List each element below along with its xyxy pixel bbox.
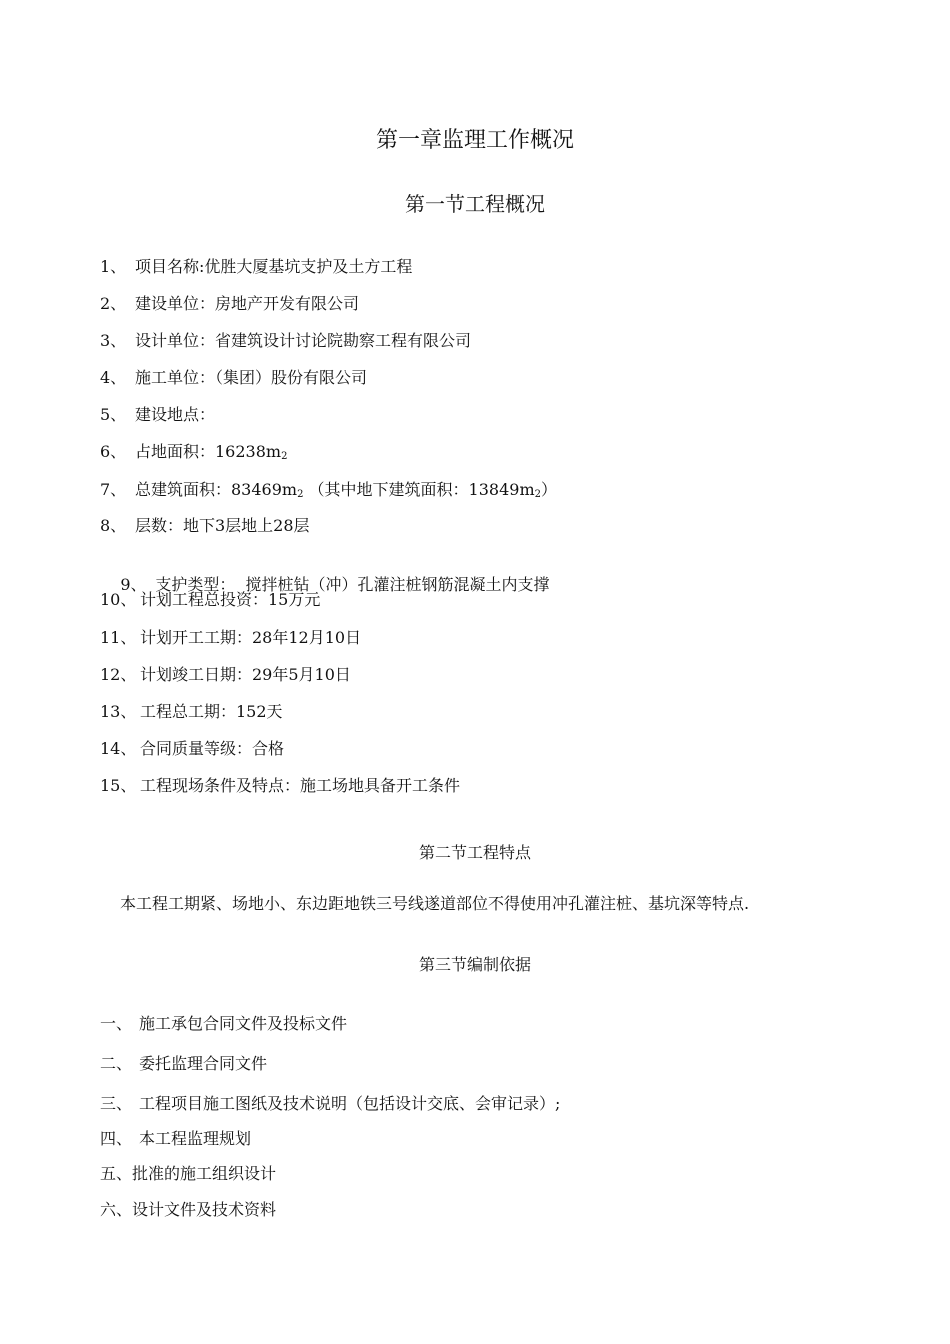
item-text: 施工单位：（集团）股份有限公司: [135, 368, 368, 387]
list-item: [100, 404, 215, 426]
item-text: 总建筑面积：83469m: [135, 480, 298, 499]
superscript: 2: [534, 489, 541, 500]
chapter-title: 第一章监理工作概况: [375, 128, 574, 153]
list-item: [100, 627, 361, 649]
item-number: 11、: [100, 628, 137, 647]
item-text: 计划开工工期：28年12月10日: [140, 628, 362, 647]
item-text: 工程总工期：152天: [140, 702, 283, 721]
list-item: [100, 1013, 347, 1035]
item-text: 占地面积：16238m: [135, 442, 282, 461]
item-number: 3、: [100, 331, 127, 350]
superscript: 2: [281, 451, 288, 462]
item-text: 设计文件及技术资料: [132, 1200, 277, 1219]
item-number: 4、: [100, 368, 127, 387]
list-item: [100, 1053, 267, 1075]
item-text: 批准的施工组织设计: [132, 1164, 277, 1183]
item-number: 8、: [100, 516, 127, 535]
list-item: [100, 515, 310, 537]
list-item: [100, 701, 283, 723]
list-item: [100, 1093, 560, 1115]
item-number: 三、: [100, 1094, 133, 1113]
item-text: 计划竣工日期：29年5月10日: [140, 665, 351, 684]
item-number: 五、: [100, 1164, 133, 1183]
item-text: 项目名称:优胜大厦基坑支护及土方工程: [135, 257, 413, 276]
item-number: 14、: [100, 739, 137, 758]
item-text: 层数：地下3层地上28层: [135, 516, 310, 535]
section3-title: 第三节编制依据: [418, 955, 531, 974]
section1-title: 第一节工程概况: [405, 192, 545, 216]
item-number: 2、: [100, 294, 127, 313]
section2-title: 第二节工程特点: [418, 843, 531, 862]
item-number: 四、: [100, 1129, 133, 1148]
list-item: [100, 330, 471, 352]
item-number: 1、: [100, 257, 127, 276]
item-text: 支护类型： 搅拌桩钻（冲）孔灌注桩钢筋混凝土内支撑: [155, 575, 550, 594]
section2-paragraph: 本工程工期紧、场地小、东边距地铁三号线遂道部位不得使用冲孔灌注桩、基坑深等特点.: [120, 894, 750, 913]
item-text: 建设地点：: [135, 405, 216, 424]
item-text: 建设单位：房地产开发有限公司: [135, 294, 360, 313]
list-item: [100, 441, 287, 468]
list-item: [100, 1199, 276, 1221]
list-item: [100, 775, 460, 797]
list-item: [100, 367, 367, 389]
item-number: 15、: [100, 776, 137, 795]
list-item: [100, 1128, 251, 1150]
item-text: 合同质量等级：合格: [140, 739, 285, 758]
list-item: [100, 589, 320, 611]
list-item: [100, 664, 351, 686]
item-number: 二、: [100, 1054, 133, 1073]
item-text: 施工承包合同文件及投标文件: [139, 1014, 348, 1033]
item-number: 5、: [100, 405, 127, 424]
item-text: 工程项目施工图纸及技术说明（包括设计交底、会审记录）;: [139, 1094, 561, 1113]
item-number: 六、: [100, 1200, 133, 1219]
list-item: [100, 256, 412, 278]
list-item: [100, 479, 557, 506]
list-item: [100, 1163, 276, 1185]
item-text-close: ）: [541, 480, 558, 499]
list-item: [100, 293, 359, 315]
item-number: 6、: [100, 442, 127, 461]
item-number: 12、: [100, 665, 137, 684]
item-text-note: （其中地下建筑面积：13849m: [308, 480, 535, 499]
item-text: 本工程监理规划: [139, 1129, 252, 1148]
item-text: 工程现场条件及特点：施工场地具备开工条件: [140, 776, 461, 795]
item-text: 计划工程总投资：15万元: [140, 590, 321, 609]
item-number: 13、: [100, 702, 137, 721]
superscript: 2: [297, 489, 304, 500]
item-text: 委托监理合同文件: [139, 1054, 268, 1073]
item-number: 7、: [100, 480, 127, 499]
item-number: 10、: [100, 590, 137, 609]
item-text: 设计单位：省建筑设计讨论院勘察工程有限公司: [135, 331, 472, 350]
list-item: [100, 738, 284, 760]
item-number: 9、: [120, 575, 147, 594]
item-number: 一、: [100, 1014, 133, 1033]
